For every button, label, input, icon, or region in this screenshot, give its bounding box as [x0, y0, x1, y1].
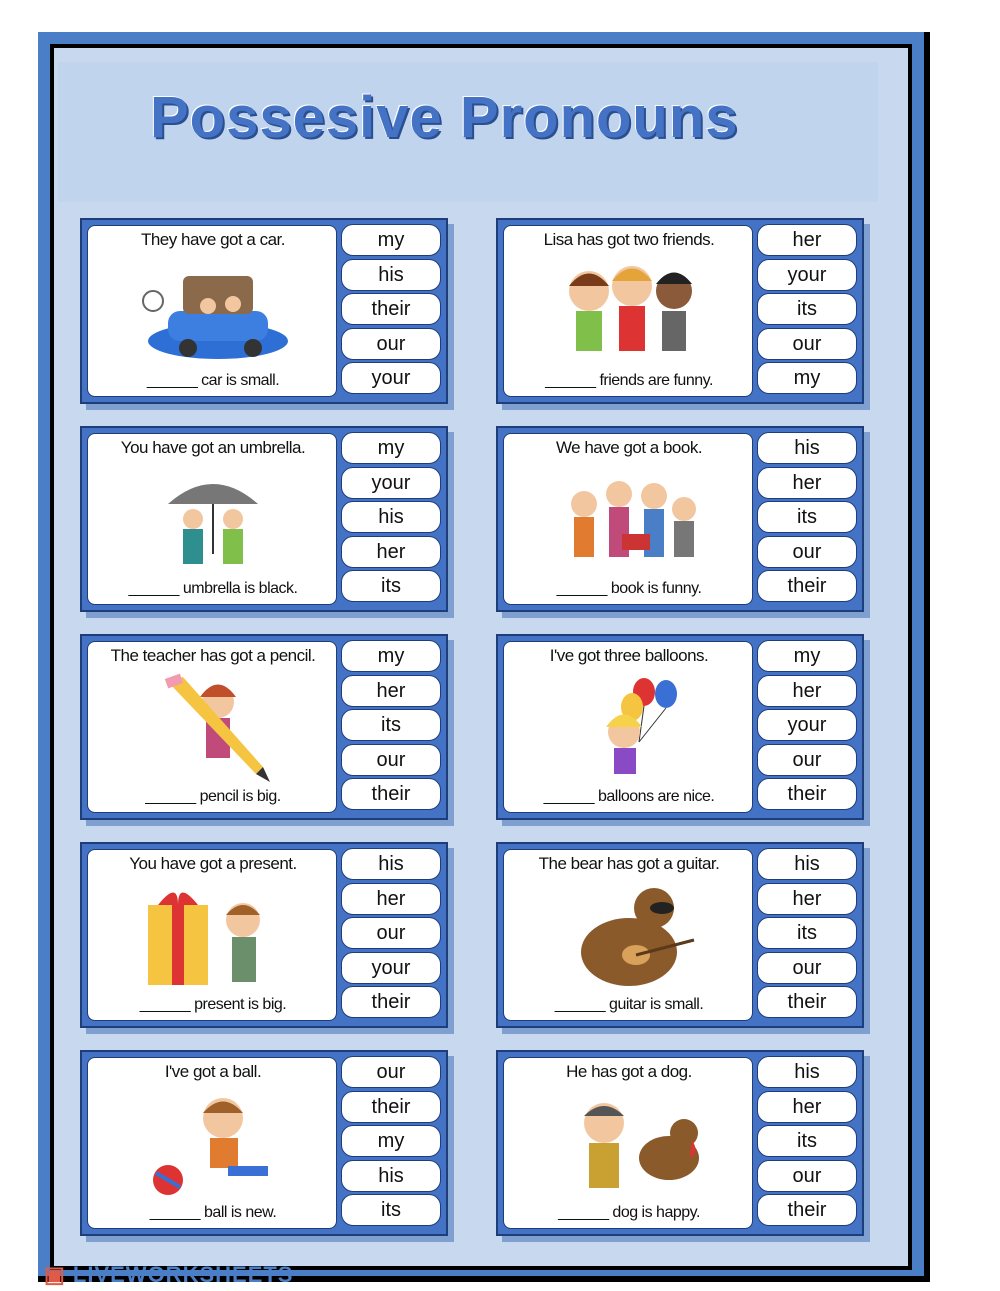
answer-option[interactable]: her: [757, 467, 857, 499]
answer-option[interactable]: its: [341, 709, 441, 741]
answer-options: [757, 1056, 859, 1230]
card-body: [503, 433, 753, 605]
page-title: Possesive Pronouns: [150, 85, 739, 150]
answer-option[interactable]: its: [757, 293, 857, 325]
card-body: [503, 225, 753, 397]
answer-option[interactable]: our: [757, 1160, 857, 1192]
answer-option[interactable]: their: [757, 986, 857, 1018]
answer-option[interactable]: my: [341, 1125, 441, 1157]
car-family-illustration: [128, 256, 298, 366]
answer-options: [341, 432, 443, 606]
exercise-card: [80, 426, 448, 612]
answer-option[interactable]: my: [341, 224, 441, 256]
answer-option[interactable]: his: [341, 501, 441, 533]
card-sentence: I've got three balloons.: [549, 646, 709, 665]
answer-option[interactable]: his: [341, 1160, 441, 1192]
card-sentence: The teacher has got a pencil.: [110, 646, 316, 665]
answer-options: [341, 224, 443, 398]
card-body: [503, 849, 753, 1021]
answer-option[interactable]: its: [341, 1194, 441, 1226]
answer-options: [757, 432, 859, 606]
answer-option[interactable]: my: [757, 362, 857, 394]
answer-option[interactable]: his: [757, 432, 857, 464]
answer-option[interactable]: my: [757, 640, 857, 672]
card-question: ______ umbrella is black.: [128, 580, 298, 597]
card-body: [87, 849, 337, 1021]
answer-option[interactable]: its: [341, 570, 441, 602]
answer-options: [757, 848, 859, 1022]
exercise-card: [80, 218, 448, 404]
card-question: ______ book is funny.: [556, 580, 702, 597]
exercise-card: [496, 1050, 864, 1236]
answer-option[interactable]: its: [757, 1125, 857, 1157]
boy-present-illustration: [128, 880, 298, 990]
answer-option[interactable]: her: [757, 883, 857, 915]
card-sentence: We have got a book.: [555, 438, 703, 457]
answer-option[interactable]: our: [341, 917, 441, 949]
answer-option[interactable]: our: [341, 1056, 441, 1088]
answer-option[interactable]: her: [341, 883, 441, 915]
answer-options: [341, 848, 443, 1022]
teacher-pencil-illustration: [128, 672, 298, 782]
card-body: [87, 641, 337, 813]
answer-option[interactable]: your: [341, 362, 441, 394]
liveworksheets-logo: [44, 1262, 293, 1286]
card-sentence: He has got a dog.: [566, 1062, 692, 1081]
answer-option[interactable]: our: [757, 536, 857, 568]
answer-option[interactable]: their: [757, 1194, 857, 1226]
boy-ball-illustration: [128, 1088, 298, 1198]
card-body: [87, 1057, 337, 1229]
answer-option[interactable]: her: [341, 536, 441, 568]
answer-option[interactable]: our: [757, 744, 857, 776]
card-sentence: You have got an umbrella.: [120, 438, 306, 457]
answer-options: [757, 640, 859, 814]
exercise-card: [496, 426, 864, 612]
card-sentence: You have got a present.: [129, 854, 297, 873]
girl-balloons-illustration: [544, 672, 714, 782]
bear-guitar-illustration: [544, 880, 714, 990]
exercise-card: [80, 634, 448, 820]
answer-option[interactable]: her: [757, 224, 857, 256]
card-question: ______ ball is new.: [149, 1204, 277, 1221]
answer-option[interactable]: its: [757, 917, 857, 949]
answer-option[interactable]: our: [341, 328, 441, 360]
answer-option[interactable]: our: [757, 328, 857, 360]
answer-option[interactable]: your: [757, 259, 857, 291]
answer-option[interactable]: his: [341, 848, 441, 880]
answer-option[interactable]: my: [341, 640, 441, 672]
three-friends-illustration: [544, 256, 714, 366]
card-question: ______ present is big.: [139, 996, 287, 1013]
answer-option[interactable]: his: [341, 259, 441, 291]
answer-option[interactable]: their: [341, 293, 441, 325]
exercise-card: [496, 634, 864, 820]
exercise-card: [80, 842, 448, 1028]
logo-text: LIVEWORKSHEETS: [72, 1262, 294, 1287]
answer-option[interactable]: your: [757, 709, 857, 741]
answer-option[interactable]: their: [341, 1091, 441, 1123]
card-sentence: They have got a car.: [140, 230, 286, 249]
answer-option[interactable]: our: [757, 952, 857, 984]
card-body: [87, 225, 337, 397]
answer-option[interactable]: your: [341, 952, 441, 984]
answer-options: [341, 1056, 443, 1230]
card-question: ______ pencil is big.: [145, 788, 281, 805]
answer-option[interactable]: its: [757, 501, 857, 533]
answer-option[interactable]: her: [757, 1091, 857, 1123]
card-sentence: Lisa has got two friends.: [543, 230, 715, 249]
man-dog-illustration: [544, 1088, 714, 1198]
answer-option[interactable]: their: [757, 778, 857, 810]
card-sentence: The bear has got a guitar.: [538, 854, 720, 873]
answer-option[interactable]: our: [341, 744, 441, 776]
card-body: [503, 641, 753, 813]
answer-option[interactable]: her: [757, 675, 857, 707]
answer-options: [341, 640, 443, 814]
answer-option[interactable]: his: [757, 848, 857, 880]
answer-option[interactable]: her: [341, 675, 441, 707]
card-body: [503, 1057, 753, 1229]
answer-option[interactable]: my: [341, 432, 441, 464]
card-body: [87, 433, 337, 605]
exercise-card: [496, 842, 864, 1028]
answer-option[interactable]: his: [757, 1056, 857, 1088]
answer-option[interactable]: their: [341, 986, 441, 1018]
card-question: ______ guitar is small.: [554, 996, 704, 1013]
answer-option[interactable]: their: [757, 570, 857, 602]
exercise-card: [80, 1050, 448, 1236]
logo-icon: ▣: [44, 1262, 73, 1287]
card-sentence: I've got a ball.: [164, 1062, 262, 1081]
card-question: ______ car is small.: [146, 372, 280, 389]
card-question: ______ friends are funny.: [545, 372, 713, 389]
answer-option[interactable]: your: [341, 467, 441, 499]
umbrella-couple-illustration: [128, 464, 298, 574]
answer-options: [757, 224, 859, 398]
card-question: ______ dog is happy.: [558, 1204, 700, 1221]
exercise-card: [496, 218, 864, 404]
card-question: ______ balloons are nice.: [543, 788, 715, 805]
group-reading-illustration: [544, 464, 714, 574]
answer-option[interactable]: their: [341, 778, 441, 810]
